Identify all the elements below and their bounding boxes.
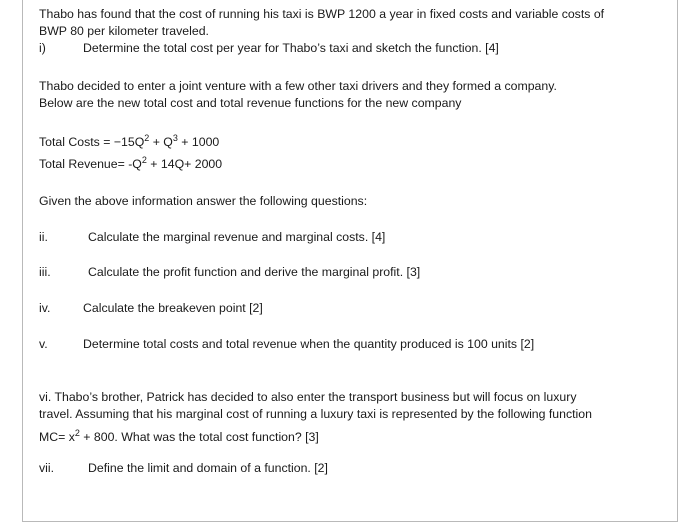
q1-number: i) [39,41,46,55]
q2-text: Calculate the marginal revenue and marginal costs. [4] [88,230,386,244]
q5-text: Determine total costs and total revenue when the quantity produced is 100 units [2] [83,337,535,351]
q3-number: iii. [39,265,51,279]
intro-line-1: Thabo has found that the cost of running his taxi is BWP 1200 a year in fixed costs and variable costs of [39,7,605,21]
q6-line-2: travel. Assuming that his marginal cost of running a luxury taxi is represented by the following function [39,407,592,421]
venture-line-2: Below are the new total cost and total revenue functions for the new company [39,96,462,110]
q1-text: Determine the total cost per year for Thabo’s taxi and sketch the function. [4] [83,41,499,55]
q6-line-1: vi. Thabo’s brother, Patrick has decided to also enter the transport business but will focus on luxury [39,390,577,404]
q3-text: Calculate the profit function and derive the marginal profit. [3] [88,265,421,279]
q7-text: Define the limit and domain of a function. [2] [88,461,328,475]
intro-line-2: BWP 80 per kilometer traveled. [39,24,209,38]
q6-line-3: $MC= x^2 + 800$. What was the total cost function? [3] [39,428,319,444]
q7-number: vii. [39,461,55,475]
q2-number: ii. [39,230,48,244]
total-revenue-function: Total Revenue= $-Q^2 + 14Q+ 2000$ [39,155,223,171]
venture-line-1: Thabo decided to enter a joint venture with a few other taxi drivers and they formed a company. [39,79,557,93]
given-instruction: Given the above information answer the following questions: [39,194,368,208]
total-costs-function: Total Costs = $-15Q^2 + Q^3 + 1000$ [39,133,220,149]
q4-number: iv. [39,301,51,315]
q4-text: Calculate the breakeven point [2] [83,301,263,315]
q5-number: v. [39,337,48,351]
